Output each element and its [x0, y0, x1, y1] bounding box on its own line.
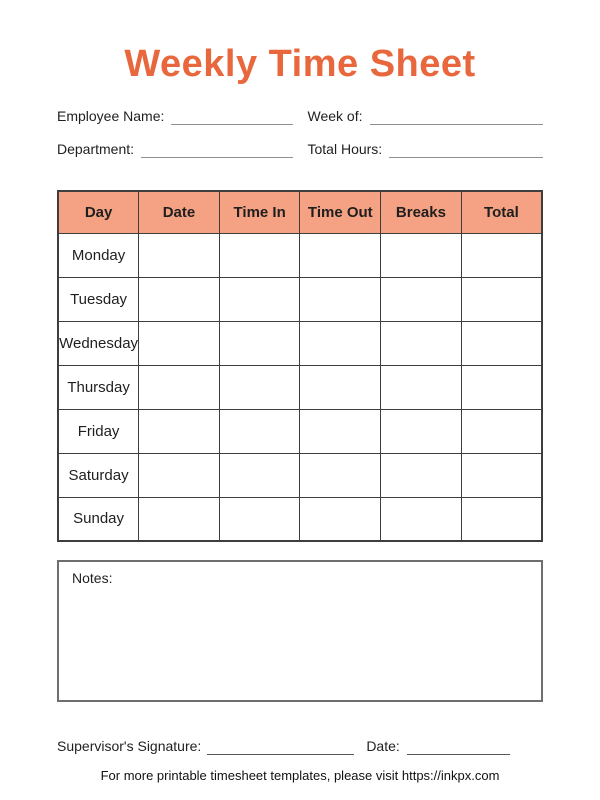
total-entry-cell[interactable]	[461, 409, 542, 453]
time-in-entry-cell[interactable]	[219, 233, 300, 277]
time-out-entry-cell[interactable]	[300, 497, 381, 541]
col-header-time-in: Time In	[219, 191, 300, 233]
date-input[interactable]	[407, 740, 510, 755]
timesheet-table	[57, 190, 543, 542]
supervisor-signature-label: Supervisor's Signature:	[57, 738, 202, 754]
table-row-monday	[58, 233, 542, 277]
time-out-entry-cell[interactable]	[300, 277, 381, 321]
date-entry-cell[interactable]	[139, 497, 220, 541]
date-entry-cell[interactable]	[139, 233, 220, 277]
total-entry-cell[interactable]	[461, 453, 542, 497]
col-header-breaks: Breaks	[381, 191, 462, 233]
notes-label: Notes:	[72, 570, 113, 586]
date-label: Date:	[366, 738, 400, 754]
day-cell: Monday	[58, 233, 139, 277]
employee-name-input[interactable]	[171, 109, 292, 125]
day-cell: Saturday	[58, 453, 139, 497]
week-of-input[interactable]	[370, 109, 544, 125]
time-out-entry-cell[interactable]	[300, 409, 381, 453]
time-out-entry-cell[interactable]	[300, 365, 381, 409]
department-label: Department:	[57, 141, 135, 157]
promo-text: For more printable timesheet templates, please visit https://inkpx.com	[100, 768, 500, 783]
table-row-tuesday	[58, 277, 542, 321]
col-header-date: Date	[139, 191, 220, 233]
breaks-entry-cell[interactable]	[381, 321, 462, 365]
table-row-saturday	[58, 453, 542, 497]
department-field	[57, 140, 293, 158]
time-out-entry-cell[interactable]	[300, 321, 381, 365]
total-entry-cell[interactable]	[461, 321, 542, 365]
time-in-entry-cell[interactable]	[219, 497, 300, 541]
time-in-entry-cell[interactable]	[219, 453, 300, 497]
col-header-total: Total	[461, 191, 542, 233]
time-in-entry-cell[interactable]	[219, 409, 300, 453]
total-entry-cell[interactable]	[461, 233, 542, 277]
day-cell: Tuesday	[58, 277, 139, 321]
breaks-entry-cell[interactable]	[381, 453, 462, 497]
date-entry-cell[interactable]	[139, 409, 220, 453]
employee-name-field	[57, 107, 293, 125]
total-hours-label: Total Hours:	[307, 141, 383, 157]
col-header-day: Day	[58, 191, 139, 233]
breaks-entry-cell[interactable]	[381, 409, 462, 453]
week-of-field	[308, 107, 544, 125]
employee-name-label: Employee Name:	[57, 108, 165, 124]
day-cell: Friday	[58, 409, 139, 453]
time-in-entry-cell[interactable]	[219, 321, 300, 365]
date-entry-cell[interactable]	[139, 453, 220, 497]
day-cell: Wednesday	[58, 321, 139, 365]
table-row-sunday	[58, 497, 542, 541]
time-in-entry-cell[interactable]	[219, 277, 300, 321]
notes-area[interactable]	[57, 560, 543, 702]
day-cell: Sunday	[58, 497, 139, 541]
date-entry-cell[interactable]	[139, 365, 220, 409]
day-cell: Thursday	[58, 365, 139, 409]
breaks-entry-cell[interactable]	[381, 365, 462, 409]
time-in-entry-cell[interactable]	[219, 365, 300, 409]
total-hours-input[interactable]	[389, 142, 543, 158]
time-out-entry-cell[interactable]	[300, 233, 381, 277]
week-of-label: Week of:	[307, 108, 363, 124]
total-entry-cell[interactable]	[461, 277, 542, 321]
time-out-entry-cell[interactable]	[300, 453, 381, 497]
date-entry-cell[interactable]	[139, 277, 220, 321]
table-row-thursday	[58, 365, 542, 409]
total-hours-field	[308, 140, 544, 158]
department-input[interactable]	[141, 142, 292, 158]
table-row-friday	[58, 409, 542, 453]
supervisor-signature-input[interactable]	[207, 740, 354, 755]
header-fields	[57, 107, 543, 158]
signature-row	[57, 738, 510, 755]
total-entry-cell[interactable]	[461, 365, 542, 409]
breaks-entry-cell[interactable]	[381, 497, 462, 541]
breaks-entry-cell[interactable]	[381, 233, 462, 277]
total-entry-cell[interactable]	[461, 497, 542, 541]
page-title: Weekly Time Sheet	[124, 43, 476, 85]
date-entry-cell[interactable]	[139, 321, 220, 365]
breaks-entry-cell[interactable]	[381, 277, 462, 321]
table-header-row	[58, 191, 542, 233]
table-row-wednesday	[58, 321, 542, 365]
col-header-time-out: Time Out	[300, 191, 381, 233]
